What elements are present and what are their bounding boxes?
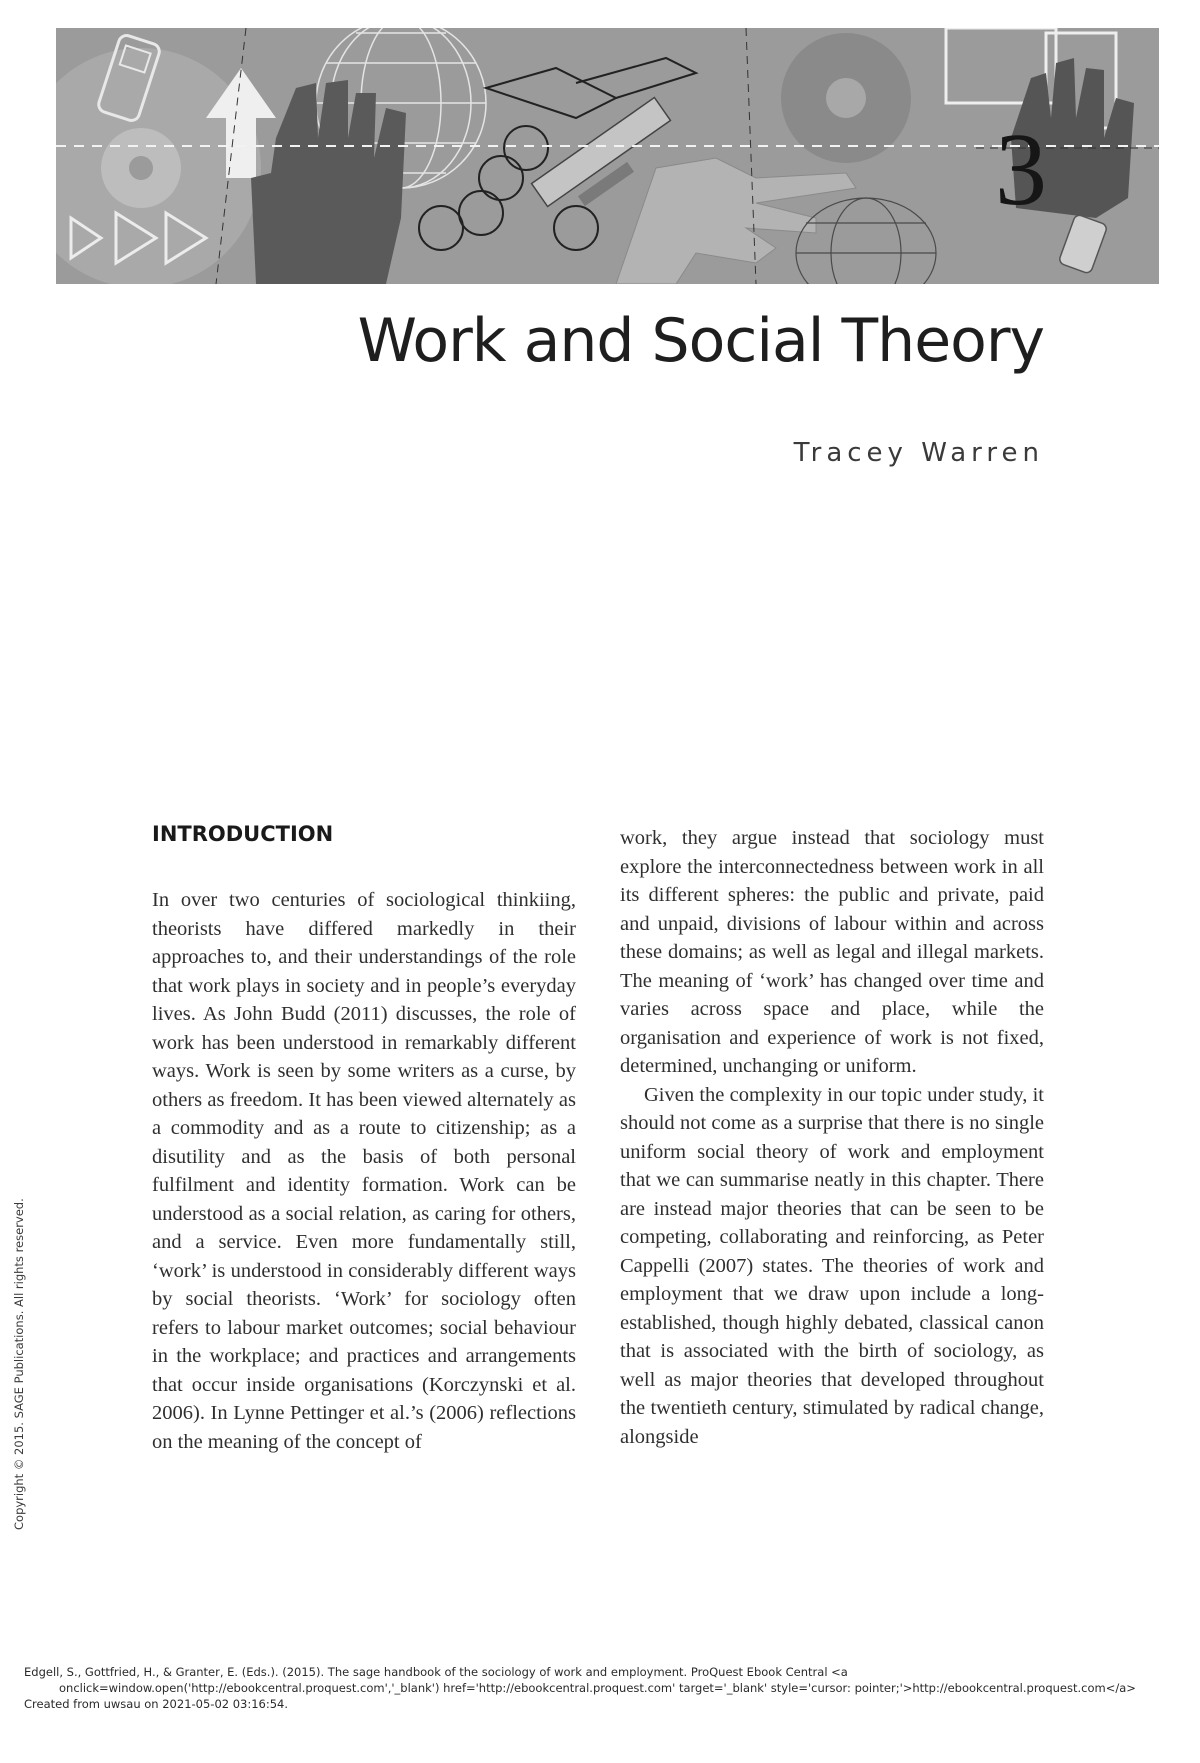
copyright-notice: Copyright © 2015. SAGE Publications. All rights reserved. [12,1198,26,1530]
section-heading: INTRODUCTION [152,822,334,846]
chapter-title: Work and Social Theory [357,306,1044,376]
body-paragraph: In over two centuries of sociological thinkiing, theorists have differed markedly in their approaches to, and their understandings of the role that work plays in society and in people’s everyday lives. As John Budd (2011) discusses, the role of work has been understood in remarkably different ways. Work is seen by some writers as a curse, by others as freedom. It has been viewed alternately as a commodity and as a route to citizenship; as a disutility and as the basis of both personal fulfilment and identity formation. Work can be understood as a social relation, as caring for others, and a service. Even more fundamentally still, ‘work’ is understood in considerably different ways by social theorists. ‘Work’ for sociology often refers to labour market outcomes; social behaviour in the workplace; and practices and arrangements that occur inside organisations (Korczynski et al. 2006). In Lynne Pettinger et al.’s (2006) reflections on the meaning of the concept of [152,889,576,1453]
citation-footer [24,1664,1200,1712]
created-timestamp: Created from uwsau on 2021-05-02 03:16:54. [24,1697,289,1711]
citation-line: Edgell, S., Gottfried, H., & Granter, E. (Eds.). (2015). The sage handbook of the sociology of work and employment. ProQuest Ebook Central <a [24,1665,848,1679]
cd-disc-graphic-2 [781,33,911,163]
chapter-number: 3 [995,112,1047,227]
citation-link-line[interactable]: onclick=window.open('http://ebookcentral.proquest.com','_blank') href='http://ebookcentral.proquest.com' target='_blank' style='cursor: pointer;'>http://ebookcentral.proquest.com</a> [59,1681,1136,1695]
body-paragraph: work, they argue instead that sociology must explore the interconnectedness between work in all its different spheres: the public and private, paid and unpaid, divisions of labour within and across these domains; as well as legal and illegal markets. The meaning of ‘work’ has changed over time and varies across space and place, while the organisation and experience of work is not fixed, determined, unchanging or uniform. [620,827,1044,1077]
left-column [152,886,576,1456]
chapter-author: Tracey Warren [793,438,1044,468]
right-column [620,824,1044,1451]
body-paragraph: Given the complexity in our topic under study, it should not come as a surprise that there is no single uniform social theory of work and employment that we can summarise neatly in this chapter. There are instead major theories that can be seen to be competing, collaborating and reinforcing, as Peter Cappelli (2007) states. The theories of work and employment that we draw upon include a long-established, though highly debated, classical canon that is associated with the birth of sociology, as well as major theories that developed throughout the twentieth century, stimulated by radical change, alongside [620,1083,1044,1448]
